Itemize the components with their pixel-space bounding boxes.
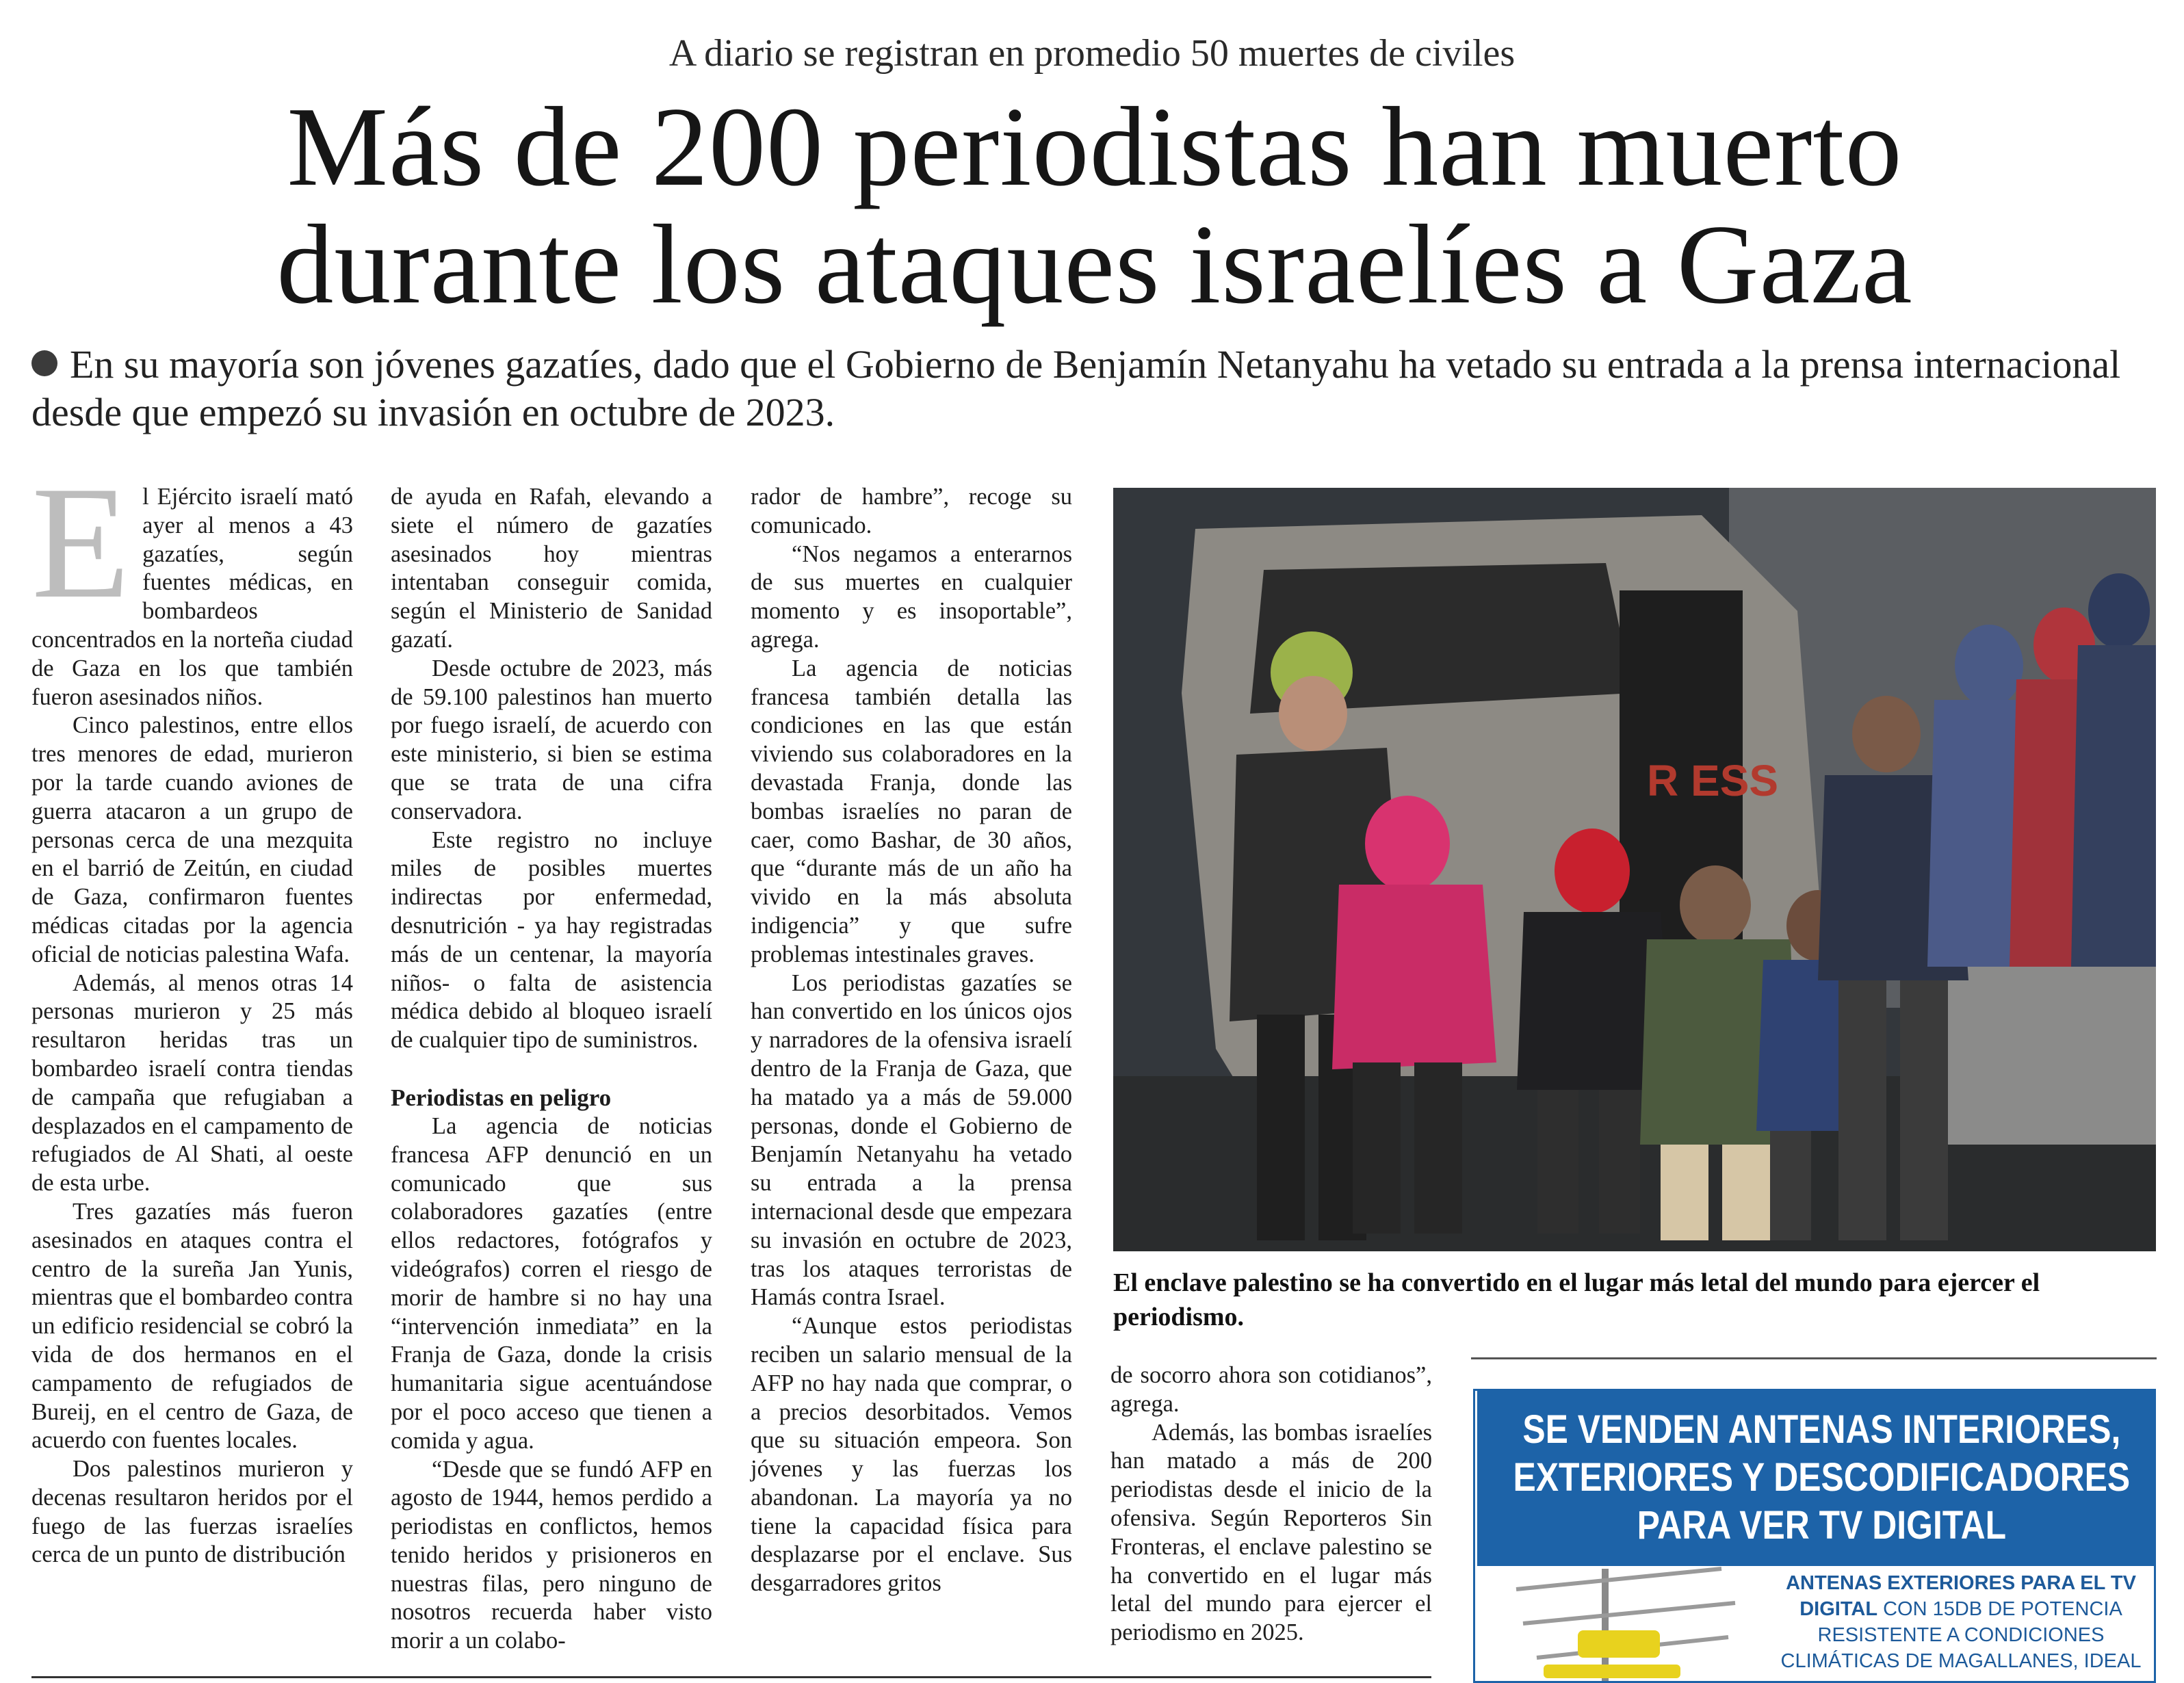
headline-line-1: Más de 200 periodistas han muerto <box>287 83 1903 209</box>
ad-headline <box>1477 1391 2156 1566</box>
bullet-icon <box>31 350 57 376</box>
paragraph: Además, al menos otras 14 personas murieron y 25 más resultaron heridas tras un bombardeo israelí contra tiendas de campaña que refugiaban a desplazados en el campamento de refugiados de Al Shati, al oeste de esta urbe. <box>31 969 353 1197</box>
deck-text: En su mayoría son jóvenes gazatíes, dado que el Gobierno de Benjamín Netanyahu ha vetado su entrada a la prensa internacional desde que empezó su invasión en octubre de 2023. <box>31 342 2121 434</box>
paragraph: de socorro ahora son cotidianos”, agrega. <box>1110 1362 1432 1417</box>
deck <box>31 341 2159 436</box>
ad-body <box>1776 1570 2146 1674</box>
subhead: Periodistas en peligro <box>391 1084 612 1111</box>
ad-body-text: CON 15DB DE POTENCIA RESISTENTE A CONDICIONES CLIMÁTICAS DE MAGALLANES, IDEAL <box>1780 1598 2142 1672</box>
paragraph: La agencia de noticias francesa también detalla las condiciones en las que están viviendo sus colaboradores en la devastada Franja, donde las bombas israelíes no paran de caer, como Bashar, de 30 años, que “durante más de un año ha vivido en la más absoluta indigencia” y que sufre problemas intestinales graves. <box>751 655 1072 967</box>
headline <box>68 83 2121 327</box>
van-press-text: R ESS <box>1647 756 1779 805</box>
ad-divider <box>1471 1357 2157 1359</box>
ad-headline-line-1: SE VENDEN ANTENAS INTERIORES, <box>1522 1407 2120 1452</box>
paragraph: l Ejército israelí mató ayer al menos a 43 gazatíes, según fuentes médicas, en bombardeos concentrados en la norteña ciudad de Gaza en los que también fueron asesinados niños. <box>31 484 353 710</box>
paragraph: de ayuda en Rafah, elevando a siete el número de gazatíes asesinados hoy mientras intentaban conseguir comida, según el Ministerio de Sanidad gazatí. <box>391 484 712 653</box>
column-3 <box>751 483 1072 1598</box>
column-1 <box>31 454 353 1569</box>
news-photo <box>1113 488 2156 1251</box>
paragraph: Cinco palestinos, entre ellos tres menores de edad, murieron por la tarde cuando aviones de guerra atacaron a un grupo de personas cerca de una mezquita en el barrió de Zeitún, en ciudad de Gaza, confirmaron fuentes médicas citadas por la agencia oficial de noticias palestina Wafa. <box>31 712 353 967</box>
paragraph: Tres gazatíes más fueron asesinados en ataques contra el centro de la sureña Jan Yunis, mientras que el bombardeo contra un edificio residencial se cobró la vida de dos hermanos en el campamento de refugiados de Bureij, en el centro de Gaza, de acuerdo con fuentes locales. <box>31 1198 353 1454</box>
headline-line-2: durante los ataques israelíes a Gaza <box>276 201 1913 327</box>
paragraph: Dos palestinos murieron y decenas resultaron heridos por el fuego de las fuerzas israelíes cerca de un punto de distribución <box>31 1456 353 1568</box>
photo-caption: El enclave palestino se ha convertido en el lugar más letal del mundo para ejercer el periodismo. <box>1113 1268 2040 1331</box>
paragraph: La agencia de noticias francesa AFP denunció en un comunicado que sus colaboradores gazatíes (entre ellos redactores, fotógrafos y videógrafos) corren el riesgo de morir de hambre si no hay una “intervención inmediata” en la Franja de Gaza, donde la crisis humanitaria sigue acentuándose por el poco acceso que tienen a comida y agua. <box>391 1112 712 1454</box>
paragraph: “Nos negamos a enterarnos de sus muertes en cualquier momento y es insoportable”, agrega. <box>751 540 1072 653</box>
photo-illustration <box>1113 488 2156 1251</box>
ad-body-bold: ANTENAS EXTERIORES PARA EL TV DIGITAL <box>1786 1572 2136 1620</box>
dropcap: E <box>31 454 131 632</box>
bottom-rule <box>31 1676 1431 1678</box>
paragraph: Los periodistas gazatíes se han convertido en los únicos ojos y narradores de la ofensiva israelí dentro de la Franja de Gaza, que ha matado ya a más de 59.000 personas, donde el Gobierno de Benjamín Netanyahu ha vetado su entrada a la prensa internacional desde que empezara su invasión en octubre de 2023, tras los ataques terroristas de Hamás contra Israel. <box>751 969 1072 1311</box>
kicker: A diario se registran en promedio 50 muertes de civiles <box>668 32 1516 75</box>
paragraph: Desde octubre de 2023, más de 59.100 palestinos han muerto por fuego israelí, de acuerdo con este ministerio, si bien se estima que se trata de una cifra conservadora. <box>391 655 712 824</box>
advertisement[interactable] <box>1473 1389 2156 1683</box>
ad-headline-line-3: PARA VER TV DIGITAL <box>1637 1503 2006 1548</box>
paragraph: “Aunque estos periodistas reciben un salario mensual de la AFP no hay nada que comprar, o a precios desorbitados. Vemos que su situación empeora. Son jóvenes y las fuerzas los abandonan. La mayoría ya no tiene la capacidad física para desplazarse por el enclave. Sus desgarradores gritos <box>751 1313 1072 1597</box>
paragraph: Además, las bombas israelíes han matado a más de 200 periodistas desde el inicio de la ofensiva. Según Reporteros Sin Fronteras, el enclave palestino se ha convertido en el lugar más letal del mundo para ejercer el periodismo en 2025. <box>1110 1419 1432 1646</box>
antenna-icon <box>1503 1562 1749 1683</box>
ad-headline-line-2: EXTERIORES Y DESCODIFICADORES <box>1513 1455 2130 1500</box>
paragraph: “Desde que se fundó AFP en agosto de 1944, hemos perdido a periodistas en conflictos, hemos tenido heridos y prisioneros en nuestras filas, pero ninguno de nosotros recuerda haber visto morir a un colabo- <box>391 1456 712 1654</box>
concrete-block <box>1921 967 2156 1145</box>
paragraph: Este registro no incluye miles de posibles muertes indirectas por enfermedad, desnutrición - ya hay registradas más de un centenar, la mayoría niños- o falta de asistencia médica debido al bloqueo israelí de cualquier tipo de suministros. <box>391 826 712 1054</box>
column-2 <box>391 483 712 1656</box>
column-4 <box>1110 1361 1432 1647</box>
paragraph: rador de hambre”, recoge su comunicado. <box>751 484 1072 538</box>
